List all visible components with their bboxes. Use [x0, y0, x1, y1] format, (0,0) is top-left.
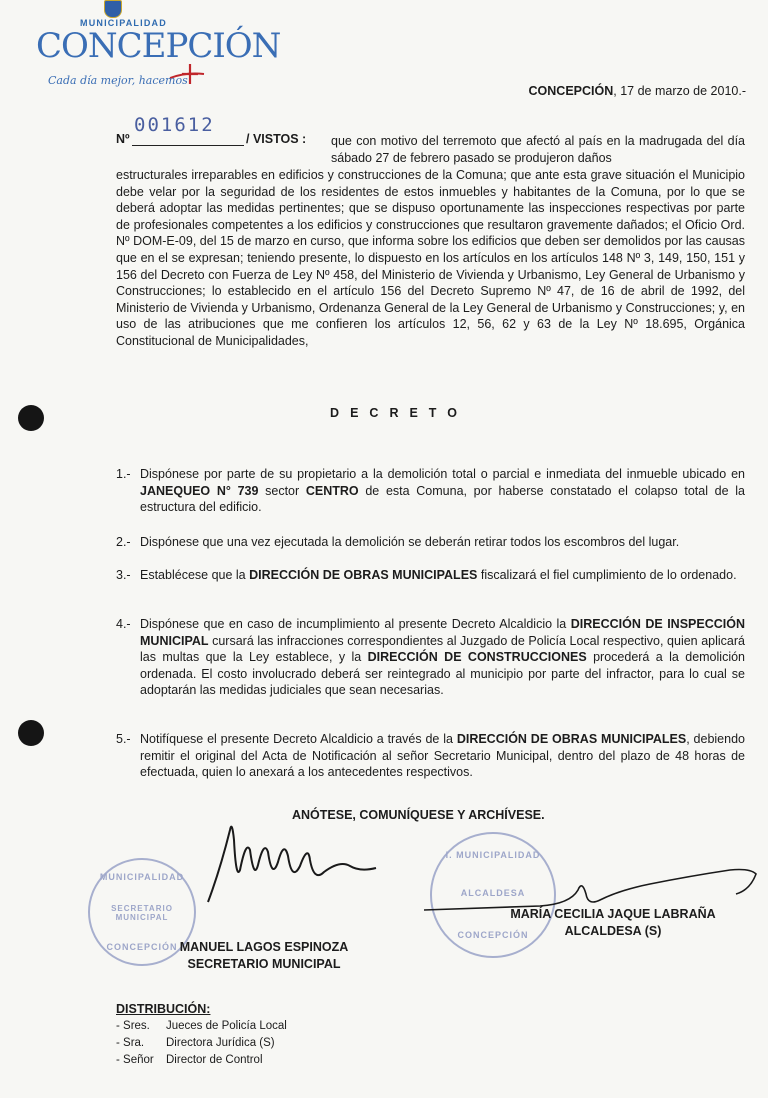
logo-slogan: Cada día mejor, hacemos: [48, 74, 188, 87]
item-text: Dispónese que una vez ejecutada la demolición se deberán retirar todos los escombros del lugar.: [140, 535, 680, 549]
decree-item-5: [116, 731, 745, 781]
decree-item-2: [116, 534, 745, 551]
mayor-title: ALCALDESA (S): [564, 924, 662, 938]
decree-number-value: 001612: [134, 114, 215, 136]
distribution-title: DISTRIBUCIÓN:: [116, 1002, 211, 1016]
decree-item-3: [116, 567, 745, 584]
mayor-name-block: [488, 906, 738, 940]
secretary-stamp: MUNICIPALIDAD SECRETARIO MUNICIPAL CONCEPCIÓN: [88, 858, 196, 966]
distribution-row: - Sra. Directora Jurídica (S): [116, 1037, 275, 1049]
decreto-heading: DECRETO: [330, 406, 468, 420]
distribution-row: - Sres. Jueces de Policía Local: [116, 1020, 287, 1032]
item-text: Dispónese que en caso de incumplimiento al presente Decreto Alcaldicio la DIRECCIÓN DE INSPECCIÓN MUNICIPAL cursará las infracciones correspondientes al Juzgado de Policía Local respectivo, quien aplicará las multas que la Ley establece, y la DIRECCIÓN DE CONSTRUCCIONES procederá a la demolición ordenada. El costo involucrado deberá ser reintegrado al municipio por parte del infractor, para lo cual se adoptarán las medidas judiciales que sean necesarias.: [140, 617, 746, 698]
item-number: 2.-: [116, 535, 131, 549]
item-number: 3.-: [116, 568, 131, 582]
item-text: Dispónese por parte de su propietario a la demolición total o parcial e inmediata del inmueble ubicado en JANEQUEO N° 739 sector CENTRO de esta Comuna, por haberse constatado el colapso total de la estructura del edificio.: [140, 467, 746, 515]
item-number: 5.-: [116, 732, 131, 746]
date-text: , 17 de marzo de 2010.-: [613, 84, 746, 98]
item-number: 4.-: [116, 617, 131, 631]
punch-hole-bottom: [18, 720, 44, 746]
secretary-name: MANUEL LAGOS ESPINOZA: [179, 940, 349, 954]
item-text: Notifíquese el presente Decreto Alcaldicio a través de la DIRECCIÓN DE OBRAS MUNICIPALES, debiendo remitir el original del Acta de Notificación al señor Secretario Municipal, dentro del plazo de 48 horas de efectuada, quien lo anexará a los antecedentes respectivos.: [140, 732, 745, 780]
vistos-label: / VISTOS :: [246, 132, 307, 146]
decree-number-underline: [132, 145, 244, 146]
distribution-row: - Señor Director de Control: [116, 1054, 263, 1066]
closing-formula: ANÓTESE, COMUNÍQUESE Y ARCHÍVESE.: [292, 808, 545, 822]
item-text: Establécese que la DIRECCIÓN DE OBRAS MUNICIPALES fiscalizará el fiel cumplimiento de lo ordenado.: [140, 568, 737, 582]
logo-municipalidad-text: MUNICIPALIDAD: [80, 18, 167, 28]
date-line: [529, 84, 746, 98]
logo-city-name: CONCEPCIÓN: [36, 26, 281, 66]
vistos-first-lines: que con motivo del terremoto que afectó al país en la madrugada del día sábado 27 de febrero pasado se produjeron daños: [331, 134, 745, 165]
vistos-body: estructurales irreparables en edificios y construcciones de la Comuna; que ante esta grave situación el Municipio debe velar por la seguridad de los residentes de estos inmuebles y habitantes de la Comuna, por lo que se deberá adoptar las medidas pertinentes; que se dispuso oportunamente las inspecciones respectivas por parte de profesionales competentes a los edificios y construcciones que resultaron gravemente dañados; el Oficio Ord. Nº DOM-E-09, del 15 de marzo en curso, que informa sobre los edificios que deben ser demolidos por las causas que en el se expresan; teniendo presente, lo dispuesto en los artículos en los artículos 148 Nº 3, 149, 150, 151 y 156 del Decreto con Fuerza de Ley Nº 458, del Ministerio de Vivienda y Urbanismo, Ley General de Urbanismo y Construcciones; lo establecido en el artículo 156 del Decreto Supremo Nº 47, de 16 de abril de 1992, del Ministerio de Vivienda y Urbanismo, Ordenanza General de la Ley General de Urbanismo y Construcciones; y, en uso de las atribuciones que me confieren los artículos 12, 56, 62 y 63 de la Ley Nº 18.695, Orgánica Constitucional de Municipalidades,: [116, 168, 745, 348]
letterhead-logo: [0, 0, 281, 100]
secretary-signature: [200, 810, 380, 910]
mayor-name: MARÍA CECILIA JAQUE LABRAÑA: [510, 907, 716, 921]
date-city: CONCEPCIÓN: [528, 84, 614, 98]
secretary-title: SECRETARIO MUNICIPAL: [187, 957, 341, 971]
item-number: 1.-: [116, 467, 131, 481]
coat-of-arms-icon: [104, 0, 122, 18]
secretary-name-block: [160, 939, 368, 973]
decree-item-1: [116, 466, 745, 516]
mayor-stamp: I. MUNICIPALIDAD ALCALDESA CONCEPCIÓN: [430, 832, 556, 958]
decree-number-label: Nº: [116, 132, 130, 146]
decree-item-4: [116, 616, 745, 699]
